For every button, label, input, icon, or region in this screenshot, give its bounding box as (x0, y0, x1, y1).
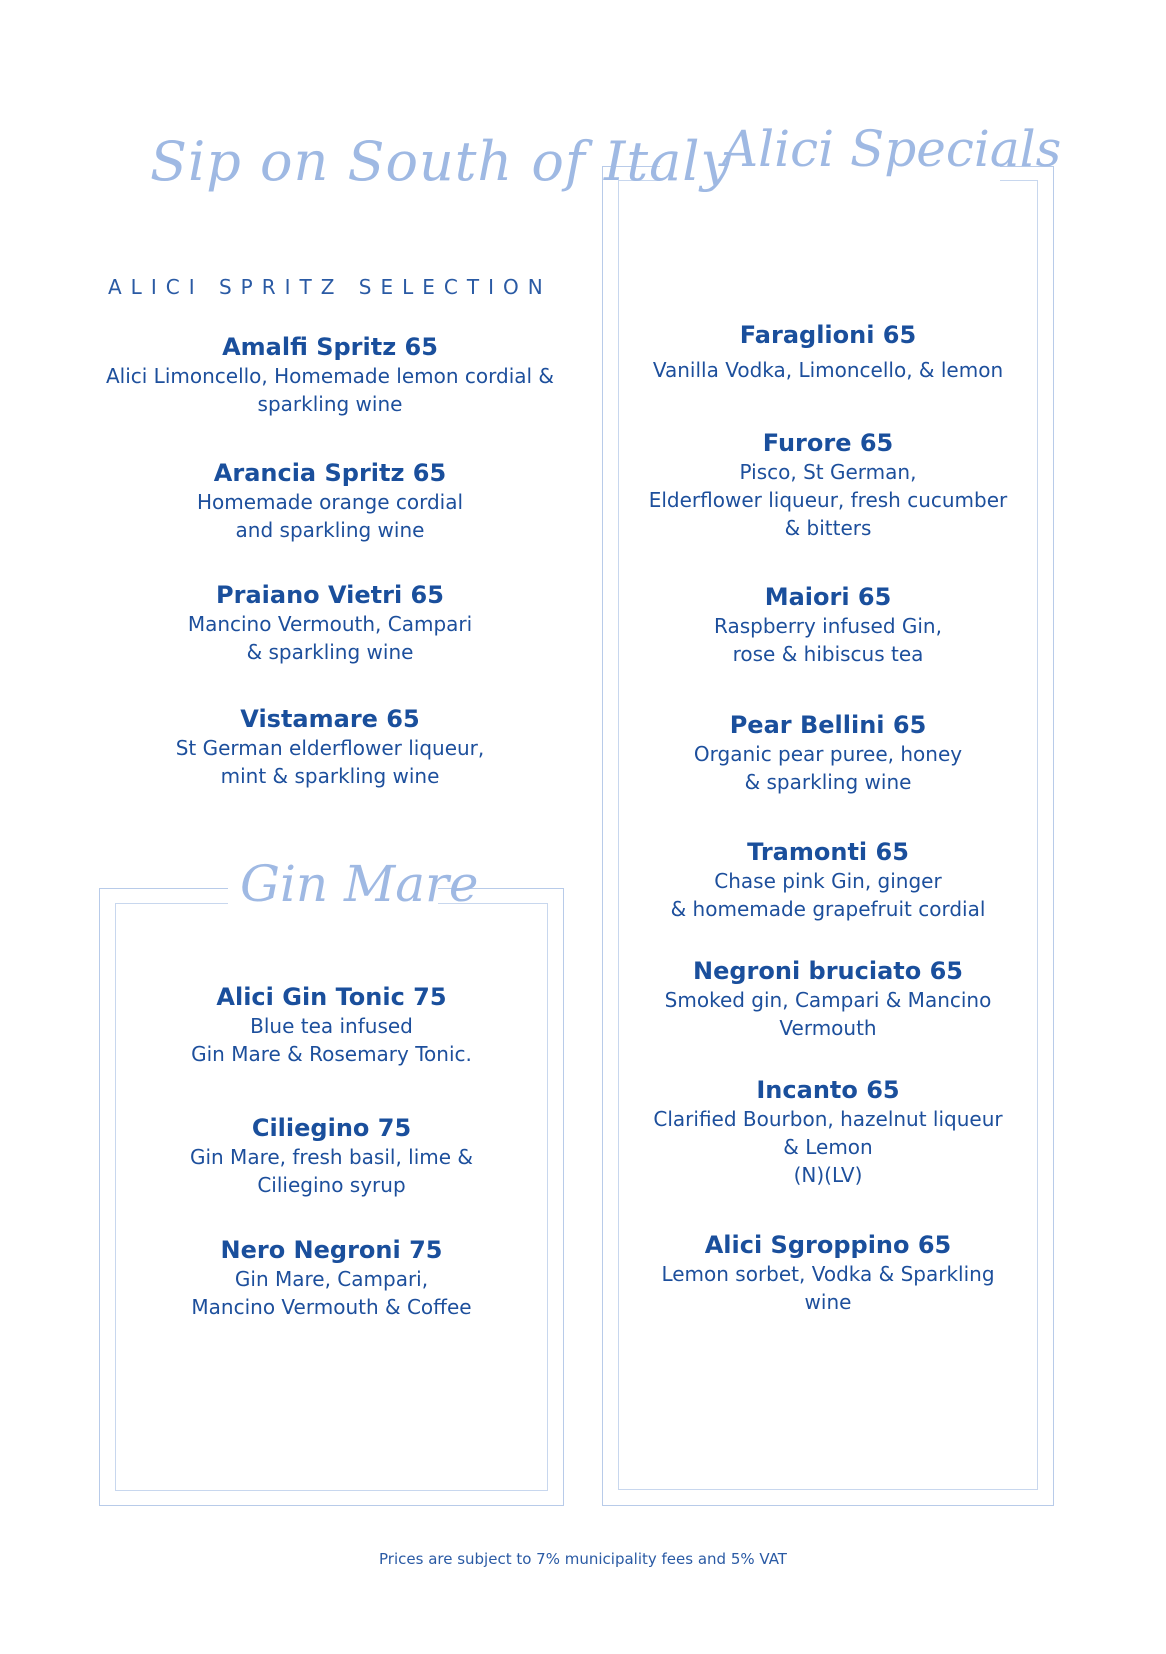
item-name: Praiano Vietri 65 (216, 581, 444, 609)
item-name: Alici Sgroppino 65 (704, 1231, 952, 1259)
item-name: Pear Bellini 65 (729, 711, 927, 739)
item-desc: Alici Limoncello, Homemade lemon cordial & (105, 364, 555, 388)
item-name: Furore 65 (762, 429, 894, 457)
item-desc: Chase pink Gin, ginger (714, 869, 942, 893)
gin-mare-title: Gin Mare (240, 855, 479, 913)
item-name: Faraglioni 65 (739, 321, 917, 349)
menu-item (618, 1230, 1038, 1316)
item-desc: Ciliegino syrup (257, 1173, 406, 1197)
item-name: Vistamare 65 (240, 705, 420, 733)
specials-title: Alici Specials (722, 120, 1062, 178)
menu-item (100, 982, 563, 1068)
item-desc: wine (804, 1290, 852, 1314)
item-desc: & sparkling wine (246, 640, 414, 664)
item-name: Tramonti 65 (747, 838, 909, 866)
spritz-section-label: ALICI SPRITZ SELECTION (108, 275, 552, 299)
menu-item (618, 837, 1038, 923)
item-desc: Pisco, St German, (739, 460, 917, 484)
item-desc: Elderflower liqueur, fresh cucumber (648, 488, 1008, 512)
item-desc: Homemade orange cordial (196, 490, 464, 514)
item-name: Negroni bruciato 65 (693, 957, 963, 985)
item-desc: Mancino Vermouth, Campari (187, 612, 473, 636)
menu-item (100, 1235, 563, 1321)
item-desc: Lemon sorbet, Vodka & Sparkling (661, 1262, 995, 1286)
item-desc: & homemade grapefruit cordial (670, 897, 986, 921)
item-desc: Blue tea infused (250, 1014, 413, 1038)
price-disclaimer: Prices are subject to 7% municipality fees and 5% VAT (379, 1550, 787, 1568)
menu-item (95, 458, 565, 544)
item-desc: Organic pear puree, honey (693, 742, 963, 766)
item-desc: sparkling wine (257, 392, 403, 416)
menu-item (95, 332, 565, 418)
item-desc: Smoked gin, Campari & Mancino (664, 988, 992, 1012)
item-name: Amalfi Spritz 65 (222, 333, 438, 361)
item-desc: & bitters (784, 516, 872, 540)
item-desc: (N)(LV) (793, 1163, 863, 1187)
item-desc: rose & hibiscus tea (732, 642, 924, 666)
menu-item (618, 320, 1038, 384)
item-name: Ciliegino 75 (251, 1114, 412, 1142)
item-desc: Gin Mare & Rosemary Tonic. (191, 1042, 472, 1066)
item-desc: and sparkling wine (235, 518, 425, 542)
menu-item (100, 1113, 563, 1199)
item-desc: mint & sparkling wine (220, 764, 440, 788)
menu-item (618, 710, 1038, 796)
item-name: Nero Negroni 75 (220, 1236, 443, 1264)
item-desc: & Lemon (783, 1135, 873, 1159)
item-desc: Vanilla Vodka, Limoncello, & lemon (652, 358, 1004, 382)
sip-title: Sip on South of Italy (150, 130, 733, 193)
menu-item (618, 582, 1038, 668)
menu-item (618, 956, 1038, 1042)
item-desc: St German elderflower liqueur, (175, 736, 485, 760)
item-desc: Gin Mare, Campari, (234, 1267, 429, 1291)
menu-item (95, 704, 565, 790)
menu-item (618, 428, 1038, 542)
item-desc: Gin Mare, fresh basil, lime & (189, 1145, 474, 1169)
item-name: Alici Gin Tonic 75 (216, 983, 447, 1011)
menu-item (618, 1075, 1038, 1189)
item-name: Incanto 65 (756, 1076, 900, 1104)
item-desc: Raspberry infused Gin, (714, 614, 942, 638)
menu-item (95, 580, 565, 666)
item-desc: Clarified Bourbon, hazelnut liqueur (653, 1107, 1003, 1131)
item-name: Maiori 65 (764, 583, 892, 611)
item-desc: Vermouth (779, 1016, 877, 1040)
item-desc: Mancino Vermouth & Coffee (191, 1295, 472, 1319)
item-name: Arancia Spritz 65 (213, 459, 447, 487)
item-desc: & sparkling wine (744, 770, 912, 794)
